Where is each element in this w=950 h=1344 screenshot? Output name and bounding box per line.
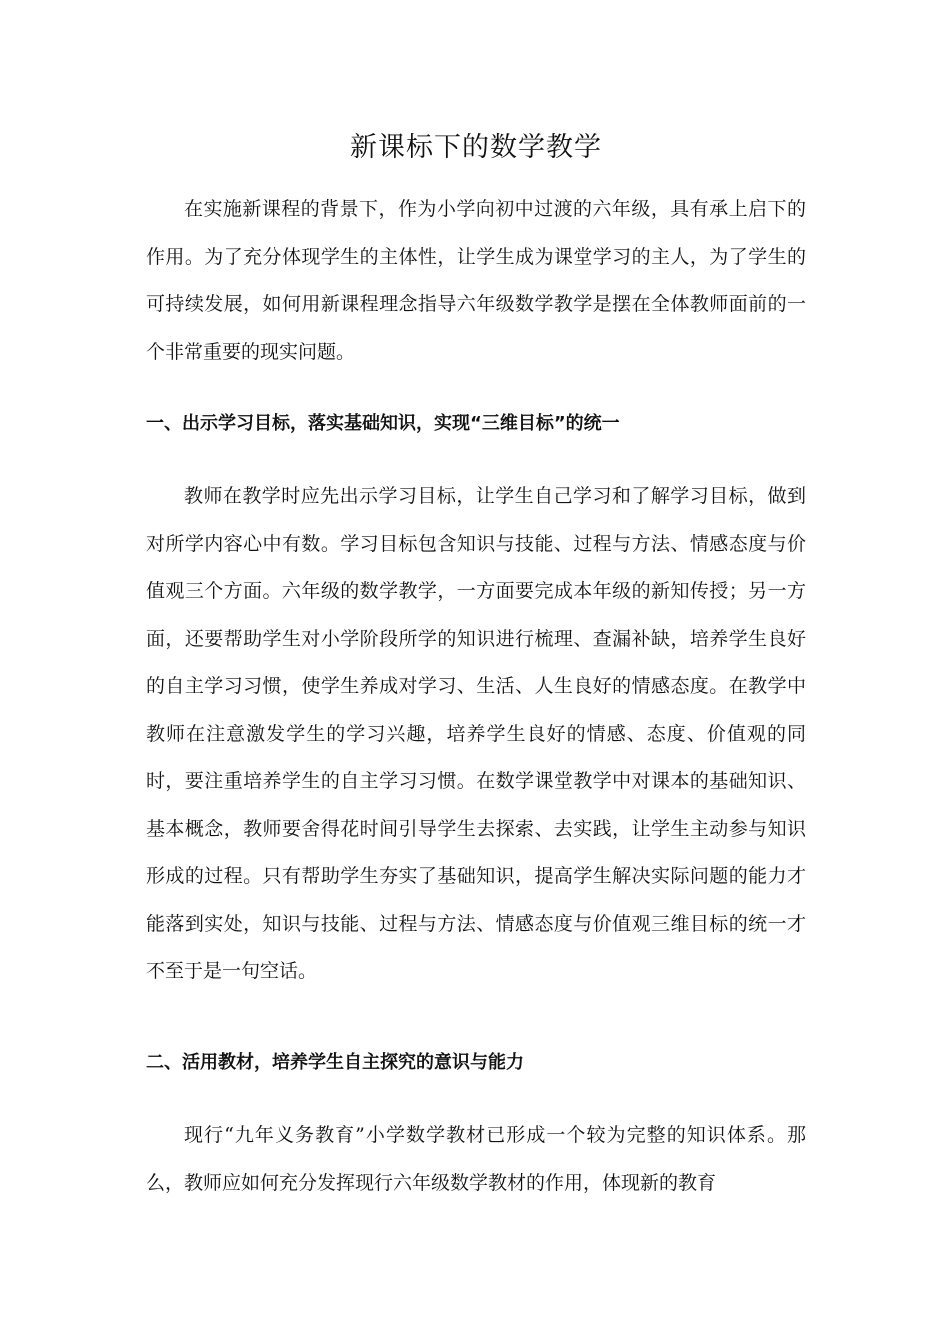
section-heading-2: 二、活用教材，培养学生自主探究的意识与能力 bbox=[146, 1052, 524, 1073]
intro-paragraph: 在实施新课程的背景下，作为小学向初中过渡的六年级，具有承上启下的作用。为了充分体现学生的主体性，让学生成为课堂学习的主人，为了学生的可持续发展，如何用新课程理念指导六年级数学教学是摆在全体教师面前的一个非常重要的现实问题。 bbox=[146, 198, 806, 363]
section-heading-1: 一、出示学习目标，落实基础知识，实现“三维目标”的统一 bbox=[146, 413, 620, 434]
section-body-1: 教师在教学时应先出示学习目标，让学生自己学习和了解学习目标，做到对所学内容心中有数。学习目标包含知识与技能、过程与方法、情感态度与价值观三个方面。六年级的数学教学，一方面要完成本年级的新知传授；另一方面，还要帮助学生对小学阶段所学的知识进行梳理、查漏补缺，培养学生良好的自主学习习惯，使学生养成对学习、生活、人生良好的情感态度。在教学中教师在注意激发学生的学习兴趣，培养学生良好的情感、态度、价值观的同时，要注重培养学生的自主学习习惯。在数学课堂教学中对课本的基础知识、基本概念，教师要舍得花时间引导学生去探索、去实践，让学生主动参与知识形成的过程。只有帮助学生夯实了基础知识，提高学生解决实际问题的能力才能落到实处，知识与技能、过程与方法、情感态度与价值观三维目标的统一才不至于是一句空话。 bbox=[146, 485, 806, 982]
section-body-2: 现行“九年义务教育”小学数学教材已形成一个较为完整的知识体系。那么，教师应如何充分发挥现行六年级数学教材的作用，体现新的教育 bbox=[146, 1124, 806, 1194]
document-title: 新课标下的数学教学 bbox=[350, 132, 602, 163]
